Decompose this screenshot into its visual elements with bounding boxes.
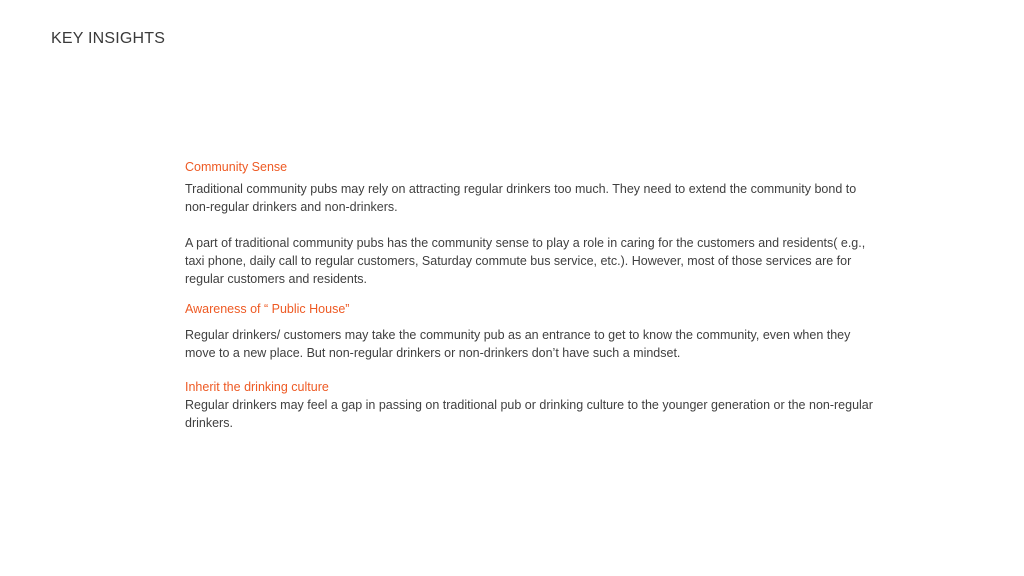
section-heading: Inherit the drinking culture — [185, 380, 329, 394]
section-paragraph: Regular drinkers/ customers may take the community pub as an entrance to get to know the community, even when they move to a new place. But non-regular drinkers or non-drinkers don’t have such a mindset. — [185, 328, 851, 360]
section-heading: Awareness of “ Public House” — [185, 302, 350, 316]
section-public-house — [185, 300, 875, 362]
section-heading: Community Sense — [185, 160, 288, 174]
insights-content — [185, 158, 875, 432]
section-drinking-culture — [185, 378, 875, 432]
section-paragraph: Regular drinkers may feel a gap in passing on traditional pub or drinking culture to the younger generation or the non-regular drinkers. — [185, 398, 873, 430]
section-paragraph: A part of traditional community pubs has the community sense to play a role in caring for the customers and residents( e.g., taxi phone, daily call to regular customers, Saturday commute bus service, etc.). However, most of those services are for regular customers and residents. — [185, 236, 866, 286]
section-community-sense — [185, 158, 875, 288]
section-paragraph: Traditional community pubs may rely on attracting regular drinkers too much. They need to extend the community bond to non-regular drinkers and non-drinkers. — [185, 182, 857, 214]
slide-title: KEY INSIGHTS — [51, 30, 166, 47]
